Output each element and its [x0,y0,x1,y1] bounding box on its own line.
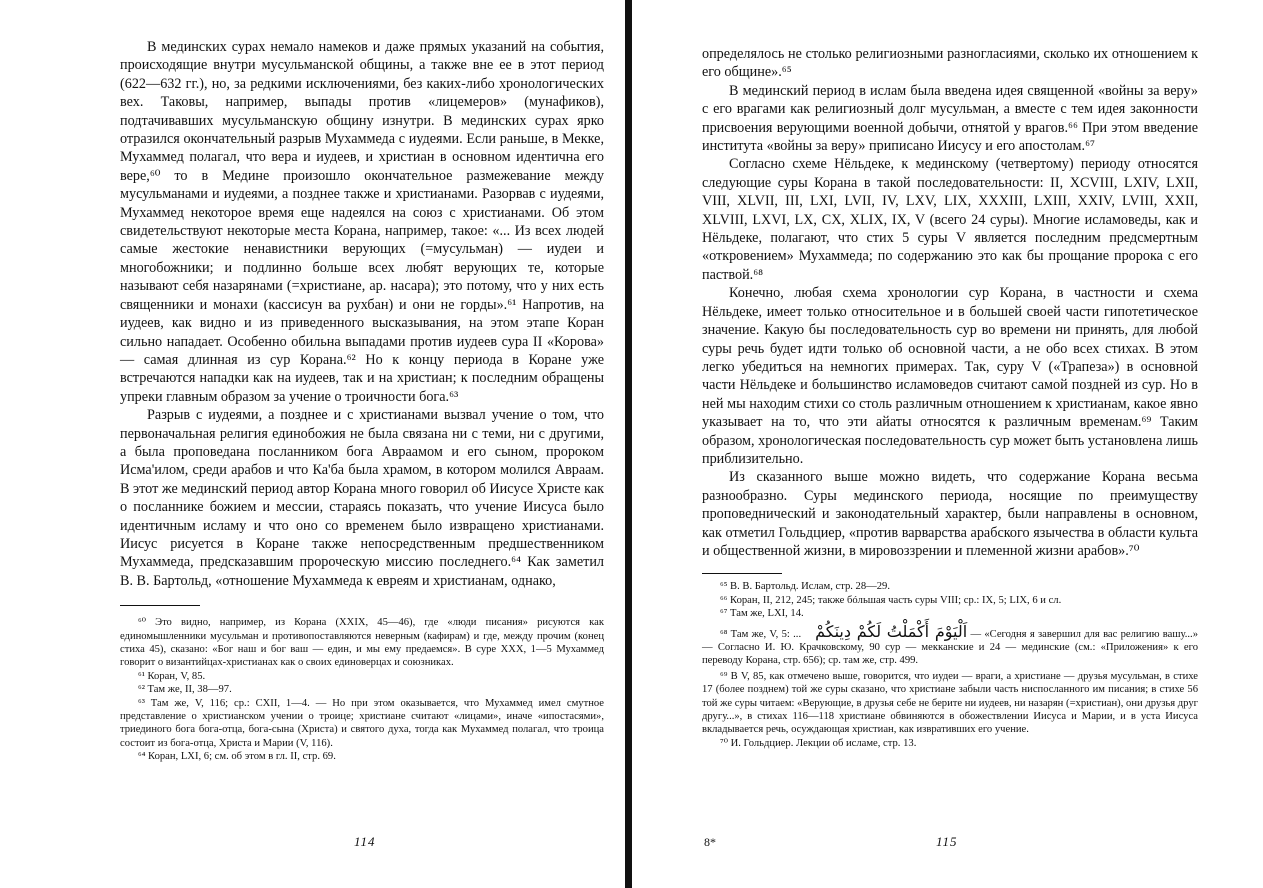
right-paragraph-3: Согласно схеме Нёльдеке, к мединскому (четвертому) периоду относятся следующие суры Корана в такой последовательности: II, XCVIII, LXIV, LXII, VIII, XLVII, III, LXI, LVII, IV, LXV, LIX, XXXIII, LXIII, XXIV, LVIII, XXII, XLVIII, LXVI, LX, CX, XLIX, IX, V (всего 24 суры). Многие исламоведы, как и Нёльдеке, полагают, что стих 5 суры V является последним предсмертным «откровением» Мухаммеда; по содержанию это как бы прощание пророка с его паствой.⁶⁸ [702,156,1198,283]
footnote-69: ⁶⁹ В V, 85, как отмечено выше, говорится, что иудеи — враги, а христиане — друзья мусульман, в стихе 17 (более позднем) той же суры сказано, что христиане забыли часть ниспосланного им писания; в стихе 56 той же суры читаем: «Верующие, в друзья себе не берите ни иудеев, ни назарян (=христиан), они друзья друг другу...», в стихах 116—118 христиане обвиняются в обожествлении Иисуса и Марии, и в уста Иисуса вкладывается речь, осуждающая христиан, как извративших его учение. [702,670,1198,736]
right-paragraph-4: Конечно, любая схема хронологии сур Корана, в частности и схема Нёльдеке, имеет только относительное и в большей своей части гипотетическое значение. Какую бы последовательность сур во времени ни принять, для любой суры речь будет идти только об основной части, а не обо всех стихах. В этом легко убедиться на немногих примерах. Так, суру V («Трапеза») в основной части Нёльдеке и большинство исламоведов считают самой поздней из сур. Но в ней мы находим стихи со столь различным отношением к христианам, какое явно указывает на то, что эти айаты относятся к различным временам.⁶⁹ Таким образом, хронологическая последовательность сур может быть установлена лишь приблизительно. [702,285,1198,467]
footnote-62: ⁶² Там же, II, 38—97. [138,684,232,696]
right-body [702,45,1198,560]
book-gutter [625,0,632,888]
right-paragraph-2: В мединский период в ислам была введена идея священной «войны за веру» с его врагами как религиозный долг мусульман, а вместе с тем идея законности присвоения верующими военной добычи, отнятой у врагов.⁶⁶ При этом введение института «войны за веру» приписано Иисусу и его апостолам.⁶⁷ [702,82,1198,155]
footnote-68-text: — «Сегодня я завершил для вас религию вашу...» — Согласно И. Ю. Крачковскому, 90 сур — мекканские и 24 — мединские (см.: «Приложения» к его переводу Корана, стр. 656); ср. там же, стр. 499. [702,628,1198,667]
footnote-divider [702,573,782,574]
footnote-63: ⁶³ Там же, V, 116; ср.: CXII, 1—4. — Но при этом оказывается, что Мухаммед имел смутное представление о христианском учении о троице; христиане считают «лицами», иначе «ипостасями», триединого бога бога-отца, бога-сына (Христа) и святого духа, тогда как Мухаммед полагал, что троица состоит из бога-отца, Христа и Марии (V, 116). [120,697,604,749]
left-page-text [120,38,604,764]
left-body [120,38,604,590]
right-page [632,0,1263,888]
footnote-60: ⁶⁰ Это видно, например, из Корана (XXIX, 45—46), где «люди писания» рисуются как единомышленники мусульман и противопоставляются неверным (кафирам) и где, между прочим (конец стиха 45), сказано: «Бог наш и бог ваш — един, и мы ему предаемся». В суре XXX, 1—5 Мухаммед говорит о византийцах-христианах как о своих единоверцах и союзниках. [120,617,604,669]
footnote-67: ⁶⁷ Там же, LXI, 14. [720,608,804,620]
footnote-65: ⁶⁵ В. В. Бартольд. Ислам, стр. 28—29. [720,581,890,593]
left-paragraph-1: В мединских сурах немало намеков и даже прямых указаний на события, происходящие внутри мусульманской общины, а также вне ее в этот период (622—632 гг.), но, за редкими исключениями, без каких-либо хронологических вех. Таковы, например, выпады против «лицемеров» (мунафиков), подтачивавших мусульманскую общину изнутри. В мединских сурах ярко отразился окончательный разрыв Мухаммеда с иудеями. Если раньше, в Мекке, Мухаммед полагал, что вера и иудеев, и христиан в основном идентична его вере,⁶⁰ то в Медине произошло окончательное размежевание между мусульманами и иудеями, а позднее также и христианами. Разорвав с иудеями, Мухаммед некоторое время еще надеялся на союз с христианами. Об этом свидетельствуют некоторые места Корана, например, такое: «... Из всех людей самые жестокие ненавистники верующих (=мусульман) — иудеи и многобожники; и подлинно больше всех любят верующих те, которые называют себя назарянами (=христиане, ар. насара); это потому, что у них есть священники и монахи (кассисун ва рухбан) и они не горды».⁶¹ Напротив, на иудеев, как видно и из приведенного высказывания, на этом этапе Коран сильно нападает. Особенно обильна выпадами против иудеев сура II «Корова» — самая длинная из сур Корана.⁶² Но к концу периода в Коране уже встречаются нападки как на иудеев, так и на христиан; к последним обращены упреки главным образом за учение о троичности бога.⁶³ [120,39,604,405]
page-number-left: 114 [354,834,376,849]
page-number-right: 115 [936,834,958,849]
footnote-divider [120,605,200,606]
left-footnotes [120,616,604,763]
arabic-quote: اَلْيَوْمَ أَكْمَلْتُ لَكُمْ دِينَكُمْ [815,621,968,641]
footnote-66: ⁶⁶ Коран, II, 212, 245; также бóльшая часть суры VIII; ср.: IX, 5; LIX, 6 и сл. [720,594,1062,606]
right-page-text [702,45,1198,750]
footnote-61: ⁶¹ Коран, V, 85. [138,670,206,682]
footnote-64: ⁶⁴ Коран, LXI, 6; см. об этом в гл. II, стр. 69. [138,751,336,763]
footnote-68-prefix: ⁶⁸ Там же, V, 5: ... [720,628,802,640]
printer-signature: 8* [704,835,716,849]
left-paragraph-2: Разрыв с иудеями, а позднее и с христианами вызвал учение о том, что первоначальная религия единобожия не была связана ни с теми, ни с другими, а была проповедана посланником бога Авраамом и его сыном, пророком Исма'илом, среди арабов и что Ка'ба была храмом, в котором молился Авраам. В этот же мединский период автор Корана много говорил об Иисусе Христе как о посланнике божием и мессии, стараясь показать, что учение Иисуса было идентичным исламу и что оно со временем было извращено христианами. Иисус рисуется в Коране также непосредственным предшественником Мухаммеда, предсказавшим пророческую миссию последнего.⁶⁴ Как заметил В. В. Бартольд, «отношение Мухаммеда к евреям и христианам, однако, [120,407,604,589]
right-paragraph-1: определялось не столько религиозными разногласиями, сколько их отношением к его общине».⁶⁵ [702,46,1198,81]
right-paragraph-5: Из сказанного выше можно видеть, что содержание Корана весьма разнообразно. Суры мединского периода, носящие по преимуществу проповеднический и законодательный характер, были направлены в основном, как отметил Гольдциер, «против варварства арабского язычества в области культа и общественной жизни, в мировоззрении и племенной жизни арабов».⁷⁰ [702,469,1198,559]
right-footnotes [702,580,1198,750]
footnote-70: ⁷⁰ И. Гольдциер. Лекции об исламе, стр. 13. [720,737,917,749]
footnote-68 [702,621,1198,668]
